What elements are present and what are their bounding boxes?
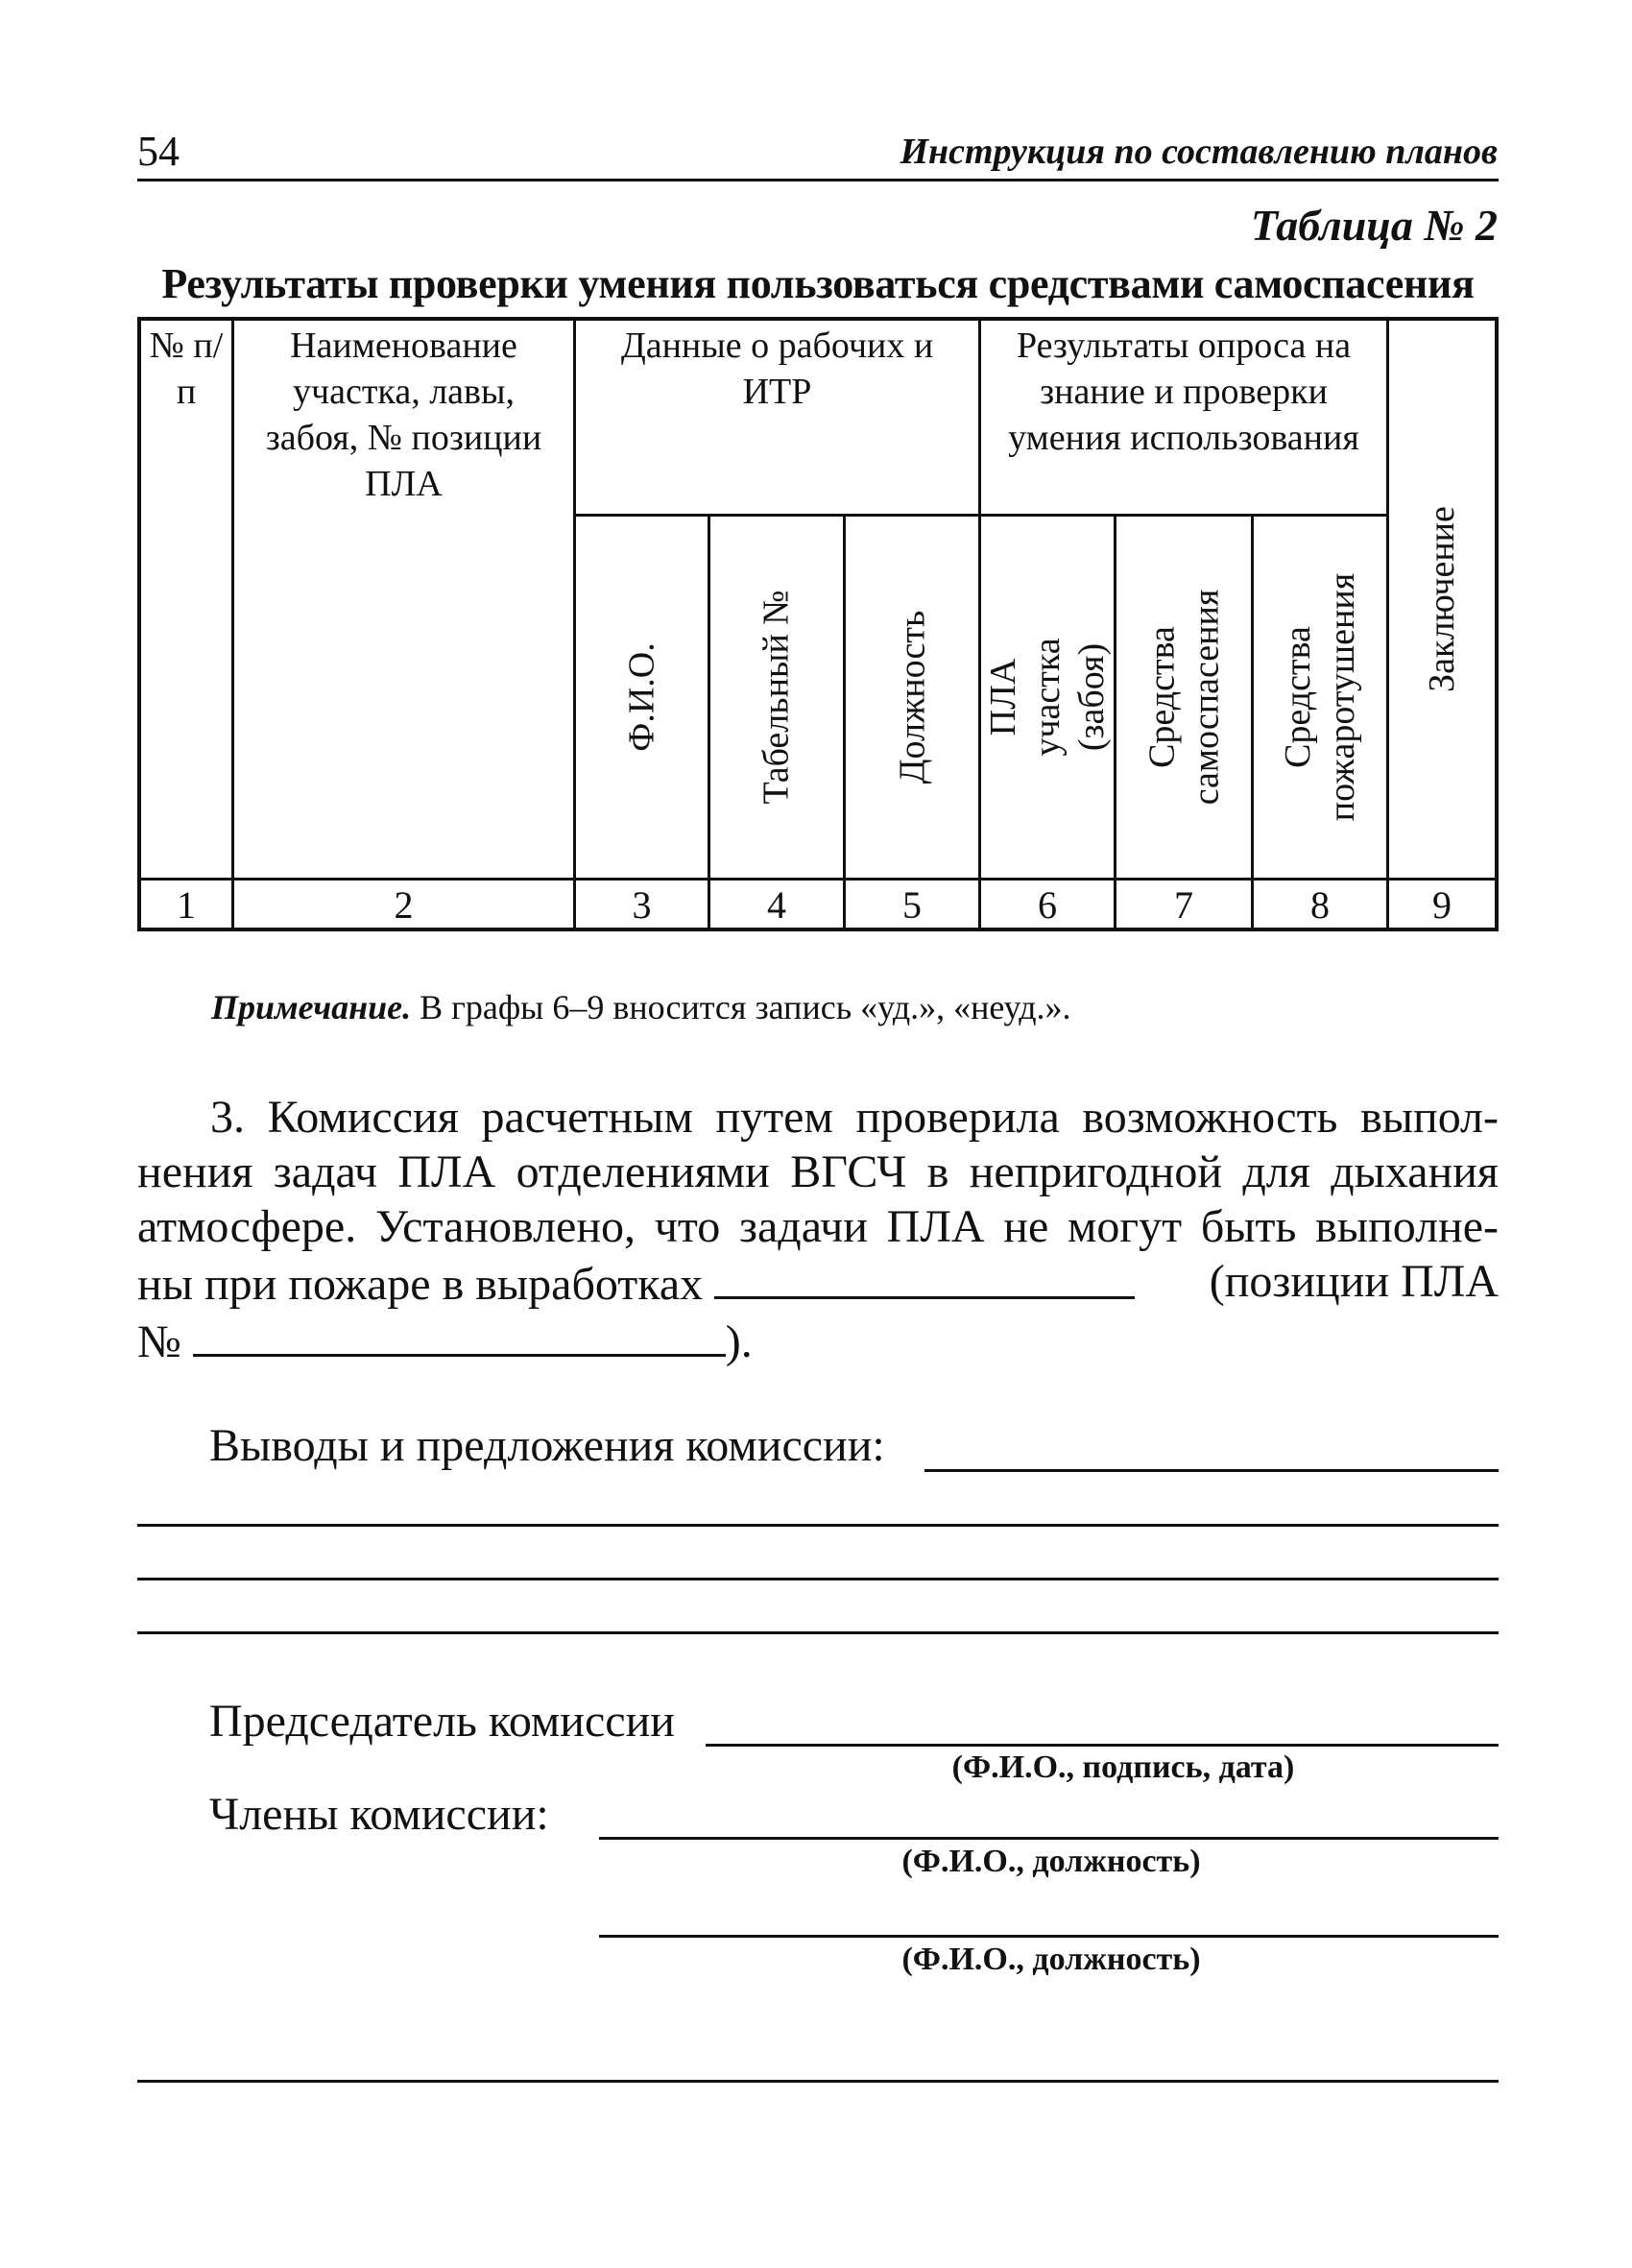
header-workers-group: Данные о рабочих и ИТР [620,326,934,412]
conclusions-line[interactable] [137,1578,1499,1580]
table-label: Таблица № 2 [1250,201,1498,250]
paragraph-line: 3. Комиссия расчетным путем проверила возможность выпол- [210,1092,1499,1143]
note-text: В графы 6–9 вносится запись «уд.», «неуд.». [411,988,1071,1026]
paragraph-text: ). [725,1316,753,1367]
conclusions-label: Выводы и предложения комиссии: [209,1420,885,1471]
header-tab-number: Табельный № [756,590,797,805]
paragraph-line [137,1254,1499,1312]
pla-position-blank[interactable] [193,1312,726,1357]
paragraph-line: нения задач ПЛА отделениями ВГСЧ в непригодной для дыхания [137,1146,1499,1197]
table-title: Результаты проверки умения пользоваться средствами самоспасения [161,260,1475,307]
conclusions-line[interactable] [924,1469,1499,1472]
column-number: 1 [177,882,196,927]
chair-label: Председатель комиссии [209,1696,675,1747]
paragraph-text: № [137,1316,181,1367]
header-results-group: Результаты опроса на знание и проверки умения использования [1008,326,1359,458]
header-fire-extinguishing: Средства пожаротушения [1278,572,1363,822]
member-caption: (Ф.И.О., должность) [901,1844,1201,1879]
header-site-name: Наименование участка, лавы, забоя, № позиции ПЛА [265,326,542,504]
paragraph-line [137,1312,1499,1369]
footer-rule [137,2080,1499,2083]
column-number: 3 [632,882,652,927]
member-signature-line[interactable] [599,1935,1499,1938]
chair-signature-line[interactable] [706,1744,1499,1747]
header-rule [137,179,1499,181]
conclusions-line[interactable] [137,1631,1499,1634]
column-number: 9 [1432,882,1452,927]
column-number: 5 [902,882,922,927]
header-pla-area: ПЛА участка (забоя) [983,638,1112,757]
header-position: Должность [892,610,933,784]
paragraph-text: (позиции ПЛА [1209,1256,1499,1307]
header-conclusion: Заключение [1422,506,1463,692]
results-table [137,317,1499,931]
running-title: Инструкция по составлению планов [900,132,1498,172]
column-number: 4 [767,882,786,927]
member-caption: (Ф.И.О., должность) [901,1942,1201,1977]
member-signature-line[interactable] [599,1837,1499,1840]
column-number: 8 [1310,882,1330,927]
page-number: 54 [137,128,180,175]
chair-caption: (Ф.И.О., подпись, дата) [951,1749,1295,1785]
note-label: Примечание. [211,988,412,1026]
members-label: Члены комиссии: [209,1789,549,1840]
column-number: 2 [394,882,414,927]
column-number: 7 [1174,882,1193,927]
paragraph-line: атмосфере. Установлено, что задачи ПЛА не могут быть выполне- [137,1201,1499,1252]
conclusions-line[interactable] [137,1524,1499,1527]
paragraph-text: ны при пожаре в выработках [137,1259,704,1310]
table-note [211,987,1071,1027]
header-fio: Ф.И.О. [621,642,662,752]
commission-paragraph [137,1090,1499,1369]
header-number: № п/п [149,326,224,412]
workings-blank[interactable] [714,1254,1135,1299]
column-number: 6 [1038,882,1057,927]
header-self-rescue: Средства самоспасения [1141,589,1227,806]
